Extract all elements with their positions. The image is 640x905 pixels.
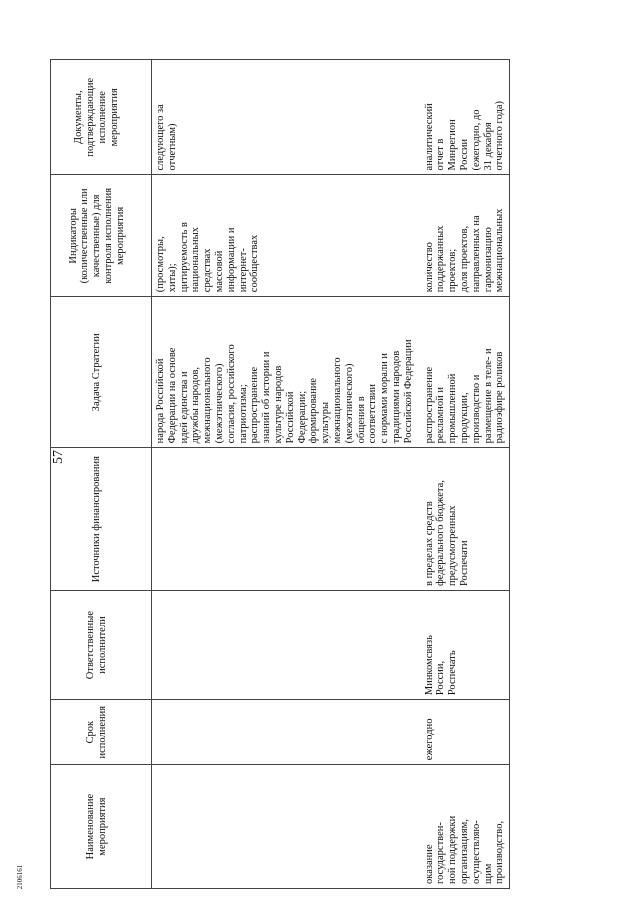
row1-measure-name (152, 765, 418, 889)
row1-indicators: (просмотры, хиты); цитируемость в национальных средствах массовой информации и интернет- сообществах (152, 175, 418, 297)
row1-strategy-task: народа Российской Федерации на основе идей единства и дружбы народов, межнационального (межэтнического) согласия, российского патриотизма; распространение знаний об истории и культуре народов Российской Федерации; формирование культуры межнационального (межэтнического) общения в соответствии с нормами морали и традициями народов Российской Федерации (152, 297, 418, 448)
row2-documents: аналитический отчет в Минрегион России (ежегодно, до 31 декабря отчетного года) (418, 60, 510, 176)
row1-funding (152, 448, 418, 591)
row2-funding: в пределах средств федерального бюджета, предусмотренных Роспечати (418, 448, 510, 591)
header-funding: Источники финансирования (51, 448, 144, 591)
row1-deadline (152, 700, 418, 765)
header-measure-name: Наименование мероприятия (51, 765, 144, 889)
measures-table (50, 59, 510, 889)
header-spacer-row (143, 60, 152, 889)
header-indicators: Индикаторы (количественные или качественные) для контроля исполнения мероприятия (51, 175, 144, 297)
row2-strategy-task: распространение рекламной и промышленной продукции, производство и размещение в теле- и радиоэфире роликов (418, 297, 510, 448)
header-responsible: Ответственные исполнители (51, 591, 144, 700)
table-row (418, 60, 510, 889)
rotated-table-container (50, 59, 590, 889)
row2-deadline: ежегодно (418, 700, 510, 765)
row1-responsible (152, 591, 418, 700)
page-number: 57 (51, 450, 66, 464)
header-deadline: Срок исполнения (51, 700, 144, 765)
row1-documents: следующего за отчетным) (152, 60, 418, 176)
header-strategy-task: Задача Стратегии (51, 297, 144, 448)
header-documents: Документы, подтверждающие исполнение мероприятия (51, 60, 144, 176)
row2-indicators: количество поддержанных проектов; доля проектов, направленных на гармонизацию межнациональных (418, 175, 510, 297)
table-row (152, 60, 418, 889)
row2-measure-name: оказание государствен- ной поддержки организациям, осуществляю- щим производство, (418, 765, 510, 889)
document-code: 2106161 (16, 864, 24, 890)
row2-responsible: Минкомсвязь России, Роспечать (418, 591, 510, 700)
table-header-row (51, 60, 144, 889)
